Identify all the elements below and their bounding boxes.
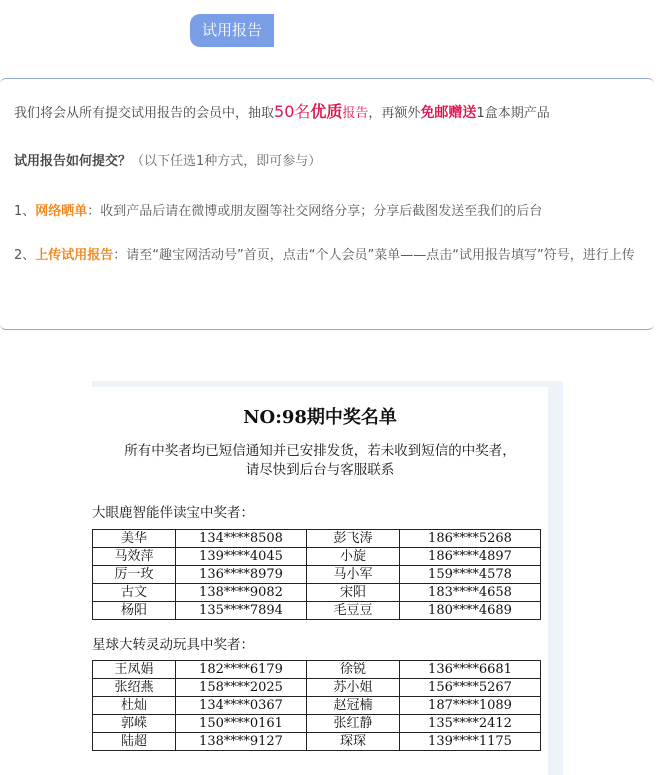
winner-name: 苏小姐: [307, 679, 400, 697]
winner-phone: 158****2025: [176, 679, 307, 697]
winner-name: 张红静: [307, 715, 400, 733]
winner-phone: 136****8979: [176, 566, 307, 584]
table-row: [93, 566, 541, 584]
winner-phone: 180****4689: [400, 602, 541, 620]
winner-name: 毛豆豆: [307, 602, 400, 620]
table-row: [93, 715, 541, 733]
winner-name: 琛琛: [307, 733, 400, 751]
winner-name: 郭嵘: [93, 715, 176, 733]
winners-table-reading-companion: [92, 529, 541, 620]
winner-phone: 139****4045: [176, 548, 307, 566]
winner-phone: 134****8508: [176, 530, 307, 548]
winners-card: [92, 381, 563, 775]
winner-name: 古文: [93, 584, 176, 602]
winner-phone: 138****9082: [176, 584, 307, 602]
winners-title: NO:98期中奖名单: [243, 407, 397, 428]
winner-phone: 159****4578: [400, 566, 541, 584]
winner-phone: 138****9127: [176, 733, 307, 751]
winner-phone: 187****1089: [400, 697, 541, 715]
winner-name: 彭飞涛: [307, 530, 400, 548]
winner-phone: 150****0161: [176, 715, 307, 733]
winner-name: 杜灿: [93, 697, 176, 715]
winner-name: 陆超: [93, 733, 176, 751]
winners-table-planet-toy: [92, 660, 541, 751]
winner-name: 杨阳: [93, 602, 176, 620]
winners-notice: 所有中奖者均已短信通知并已安排发货，若未收到短信的中奖者， 请尽快到后台与客服联系: [124, 443, 516, 478]
table-row: [93, 602, 541, 620]
winner-name: 赵冠楠: [307, 697, 400, 715]
winner-name: 美华: [93, 530, 176, 548]
winner-name: 徐锐: [307, 661, 400, 679]
winner-name: 厉一玫: [93, 566, 176, 584]
winner-name: 马小军: [307, 566, 400, 584]
winners-card-inner: [92, 387, 548, 775]
winner-name: 马效萍: [93, 548, 176, 566]
winner-phone: 139****1175: [400, 733, 541, 751]
winner-name: 宋阳: [307, 584, 400, 602]
winner-phone: 136****6681: [400, 661, 541, 679]
table-row: [93, 661, 541, 679]
winner-name: 张绍燕: [93, 679, 176, 697]
winner-phone: 135****2412: [400, 715, 541, 733]
winner-phone: 135****7894: [176, 602, 307, 620]
table-row: [93, 679, 541, 697]
section-title-planet-toy: 星球大转灵动玩具中奖者：: [92, 637, 254, 653]
table-row: [93, 530, 541, 548]
table-row: [93, 733, 541, 751]
winner-phone: 182****6179: [176, 661, 307, 679]
trial-report-tab[interactable]: 试用报告: [190, 14, 274, 47]
winner-phone: 134****0367: [176, 697, 307, 715]
table-row: [93, 697, 541, 715]
winner-phone: 183****4658: [400, 584, 541, 602]
table-row: [93, 584, 541, 602]
info-box: [0, 78, 654, 330]
reward-paragraph: 我们将会从所有提交试用报告的会员中，抽取50名优质报告，再额外免邮赠送1盒本期产品: [14, 102, 550, 121]
table-row: [93, 548, 541, 566]
winner-name: 小旋: [307, 548, 400, 566]
winner-phone: 186****4897: [400, 548, 541, 566]
winner-phone: 186****5268: [400, 530, 541, 548]
how-to-submit-paragraph: 试用报告如何提交？（以下任选1种方式，即可参与）: [14, 154, 322, 169]
section-title-reading-companion: 大眼鹿智能伴读宝中奖者：: [92, 505, 254, 521]
method-1-paragraph: 1、网络晒单：收到产品后请在微博或朋友圈等社交网络分享；分享后截图发送至我们的后台: [14, 204, 543, 219]
winner-name: 王凤娟: [93, 661, 176, 679]
method-2-paragraph: 2、上传试用报告：请至“趣宝网活动号”首页，点击“个人会员”菜单——点击“试用报告填写”符号，进行上传: [14, 248, 635, 263]
winner-phone: 156****5267: [400, 679, 541, 697]
